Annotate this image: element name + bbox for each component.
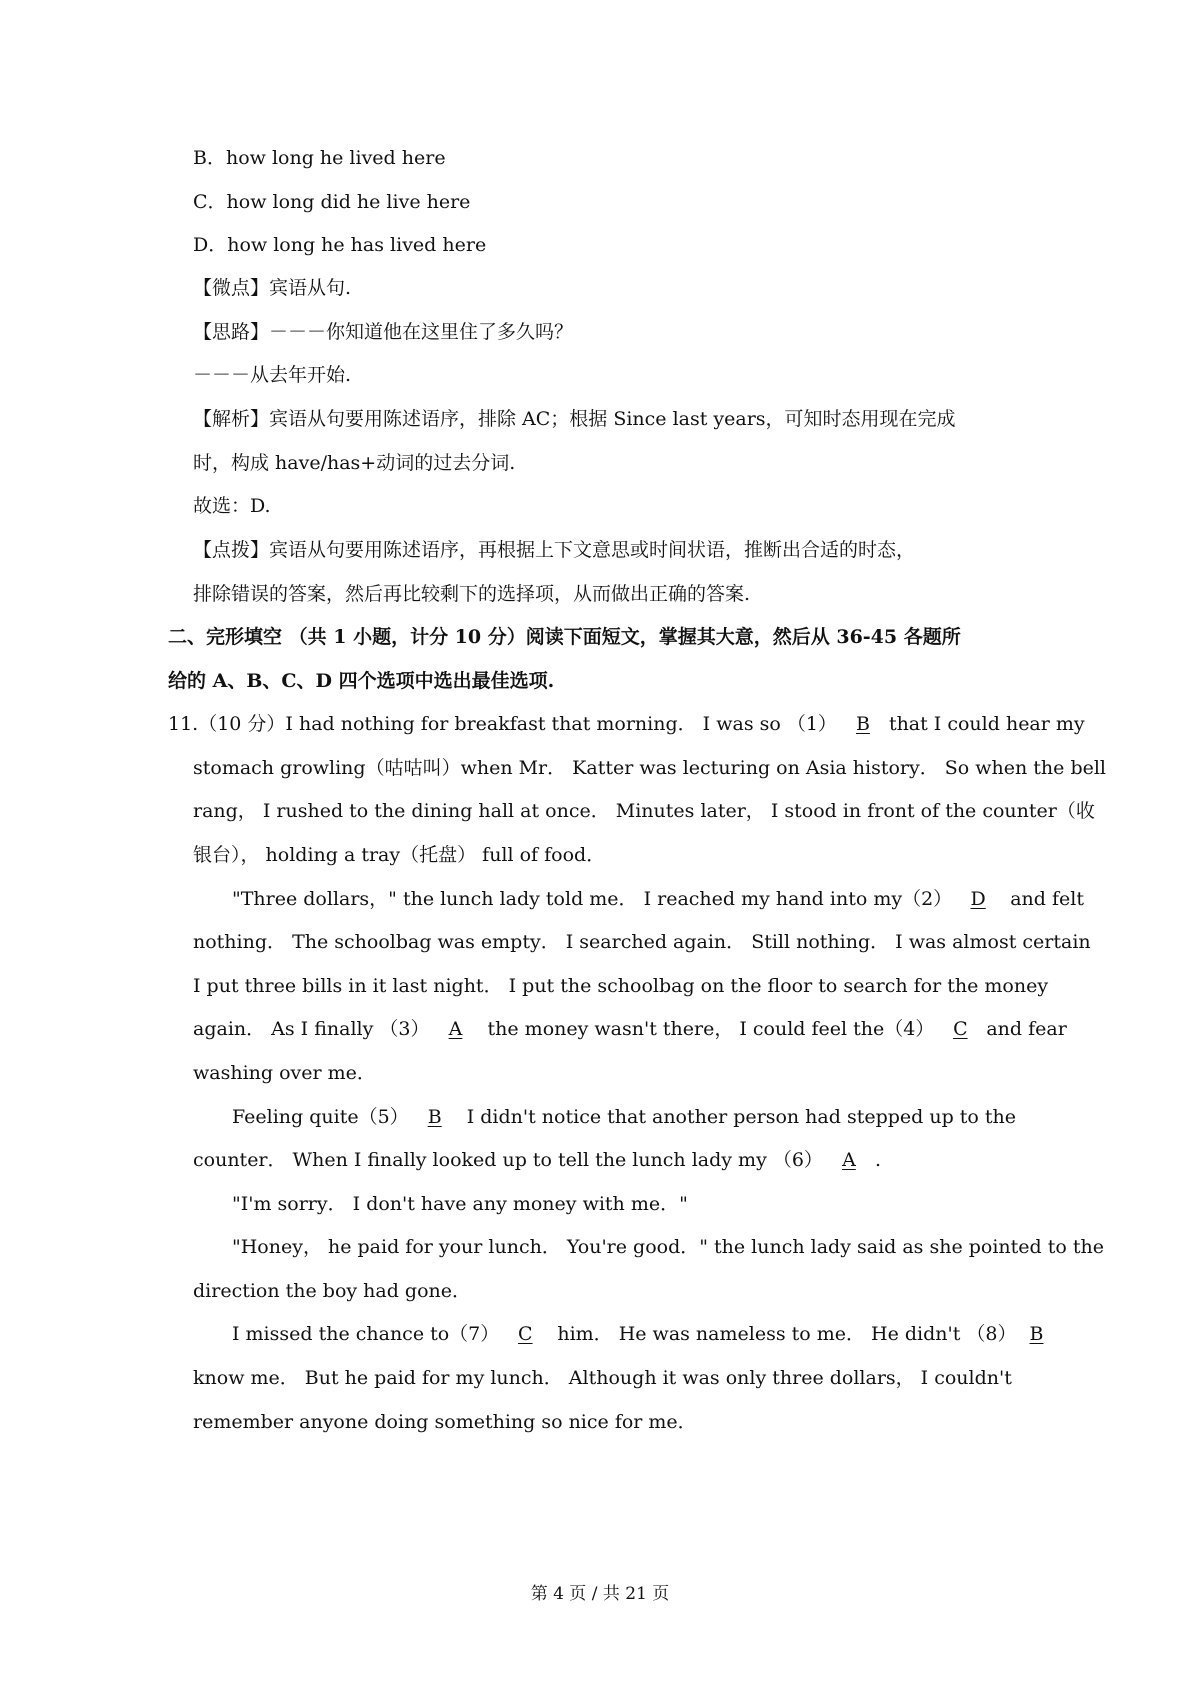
passage-line-12: "I'm sorry． I don't have any money with me．": [232, 1193, 688, 1215]
option-b: B．how long he lived here: [193, 147, 446, 169]
answer-blank-4: C: [953, 1018, 968, 1040]
passage-line-11: [193, 1148, 881, 1172]
passage-text: him． He was nameless to me． He didn't （8）: [557, 1323, 1017, 1345]
analysis-jiexi-1: 【解析】宾语从句要用陈述语序，排除 AC；根据 Since last years，可知时态用现在完成: [193, 408, 956, 430]
analysis-dianbo-2: 排除错误的答案，然后再比较剩下的选择项，从而做出正确的答案.: [193, 583, 751, 605]
passage-line-1: [168, 712, 1085, 736]
passage-line-15: [232, 1322, 1057, 1346]
passage-line-4: 银台）， holding a tray（托盘） full of food．: [193, 844, 606, 866]
passage-text: I missed the chance to（7）: [232, 1323, 500, 1345]
section-heading-line-1: 二、完形填空 （共 1 小题，计分 10 分）阅读下面短文，掌握其大意，然后从 36-45 各题所: [168, 626, 961, 648]
passage-text: counter． When I finally looked up to tell the lunch lady my （6）: [193, 1149, 823, 1171]
passage-line-8: [193, 1017, 1067, 1041]
passage-text: I didn't notice that another person had stepped up to the: [466, 1106, 1017, 1128]
passage-text: and fear: [986, 1018, 1067, 1040]
option-c: C．how long did he live here: [193, 191, 471, 213]
answer-blank-7: C: [518, 1323, 533, 1345]
passage-line-7: I put three bills in it last night． I put the schoolbag on the floor to search for the money: [193, 975, 1049, 997]
passage-line-6: nothing． The schoolbag was empty． I searched again． Still nothing． I was almost certain: [193, 931, 1091, 953]
passage-line-3: rang， I rushed to the dining hall at once． Minutes later， I stood in front of the counter（收: [193, 800, 1095, 822]
passage-text: and felt: [1010, 888, 1084, 910]
analysis-jiexi-2: 时，构成 have/has+动词的过去分词.: [193, 452, 516, 474]
analysis-weidian: 【微点】宾语从句.: [193, 277, 352, 299]
passage-text: .: [874, 1149, 881, 1171]
passage-line-5: [232, 887, 1084, 911]
passage-text: 11.（10 分）I had nothing for breakfast that morning． I was so （1）: [168, 713, 837, 735]
passage-line-2: stomach growling（咕咕叫）when Mr． Katter was lecturing on Asia history． So when the bell: [193, 757, 1107, 779]
passage-text: that I could hear my: [888, 713, 1085, 735]
answer-blank-3: A: [448, 1018, 463, 1040]
passage-line-10: [232, 1105, 1016, 1129]
answer-blank-2: D: [970, 888, 986, 910]
passage-line-17: remember anyone doing something so nice for me．: [193, 1411, 697, 1433]
passage-line-13: "Honey， he paid for your lunch． You're good．" the lunch lady said as she pointed to the: [232, 1236, 1104, 1258]
section-heading-line-2: 给的 A、B、C、D 四个选项中选出最佳选项.: [168, 670, 555, 692]
option-d: D．how long he has lived here: [193, 234, 487, 256]
answer-blank-6: A: [842, 1149, 856, 1171]
page-footer: 第 4 页 / 共 21 页: [530, 1584, 670, 1604]
analysis-answer: 故选：D.: [193, 495, 271, 517]
passage-line-14: direction the boy had gone．: [193, 1280, 472, 1302]
answer-blank-1: B: [855, 713, 870, 735]
passage-text: "Three dollars，" the lunch lady told me． I reached my hand into my（2）: [232, 888, 953, 910]
answer-blank-8: B: [1029, 1323, 1044, 1345]
passage-line-16: know me． But he paid for my lunch． Although it was only three dollars， I couldn't: [193, 1367, 1012, 1389]
passage-text: again． As I finally （3）: [193, 1018, 430, 1040]
analysis-dianbo-1: 【点拨】宾语从句要用陈述语序，再根据上下文意思或时间状语，推断出合适的时态，: [193, 539, 916, 561]
passage-text: the money wasn't there， I could feel the（4）: [487, 1018, 935, 1040]
answer-blank-5: B: [427, 1106, 442, 1128]
passage-text: Feeling quite（5）: [232, 1106, 409, 1128]
analysis-silu-2: －－－从去年开始.: [193, 364, 352, 386]
passage-line-9: washing over me．: [193, 1062, 376, 1084]
analysis-silu-1: 【思路】－－－你知道他在这里住了多久吗？: [193, 321, 574, 343]
